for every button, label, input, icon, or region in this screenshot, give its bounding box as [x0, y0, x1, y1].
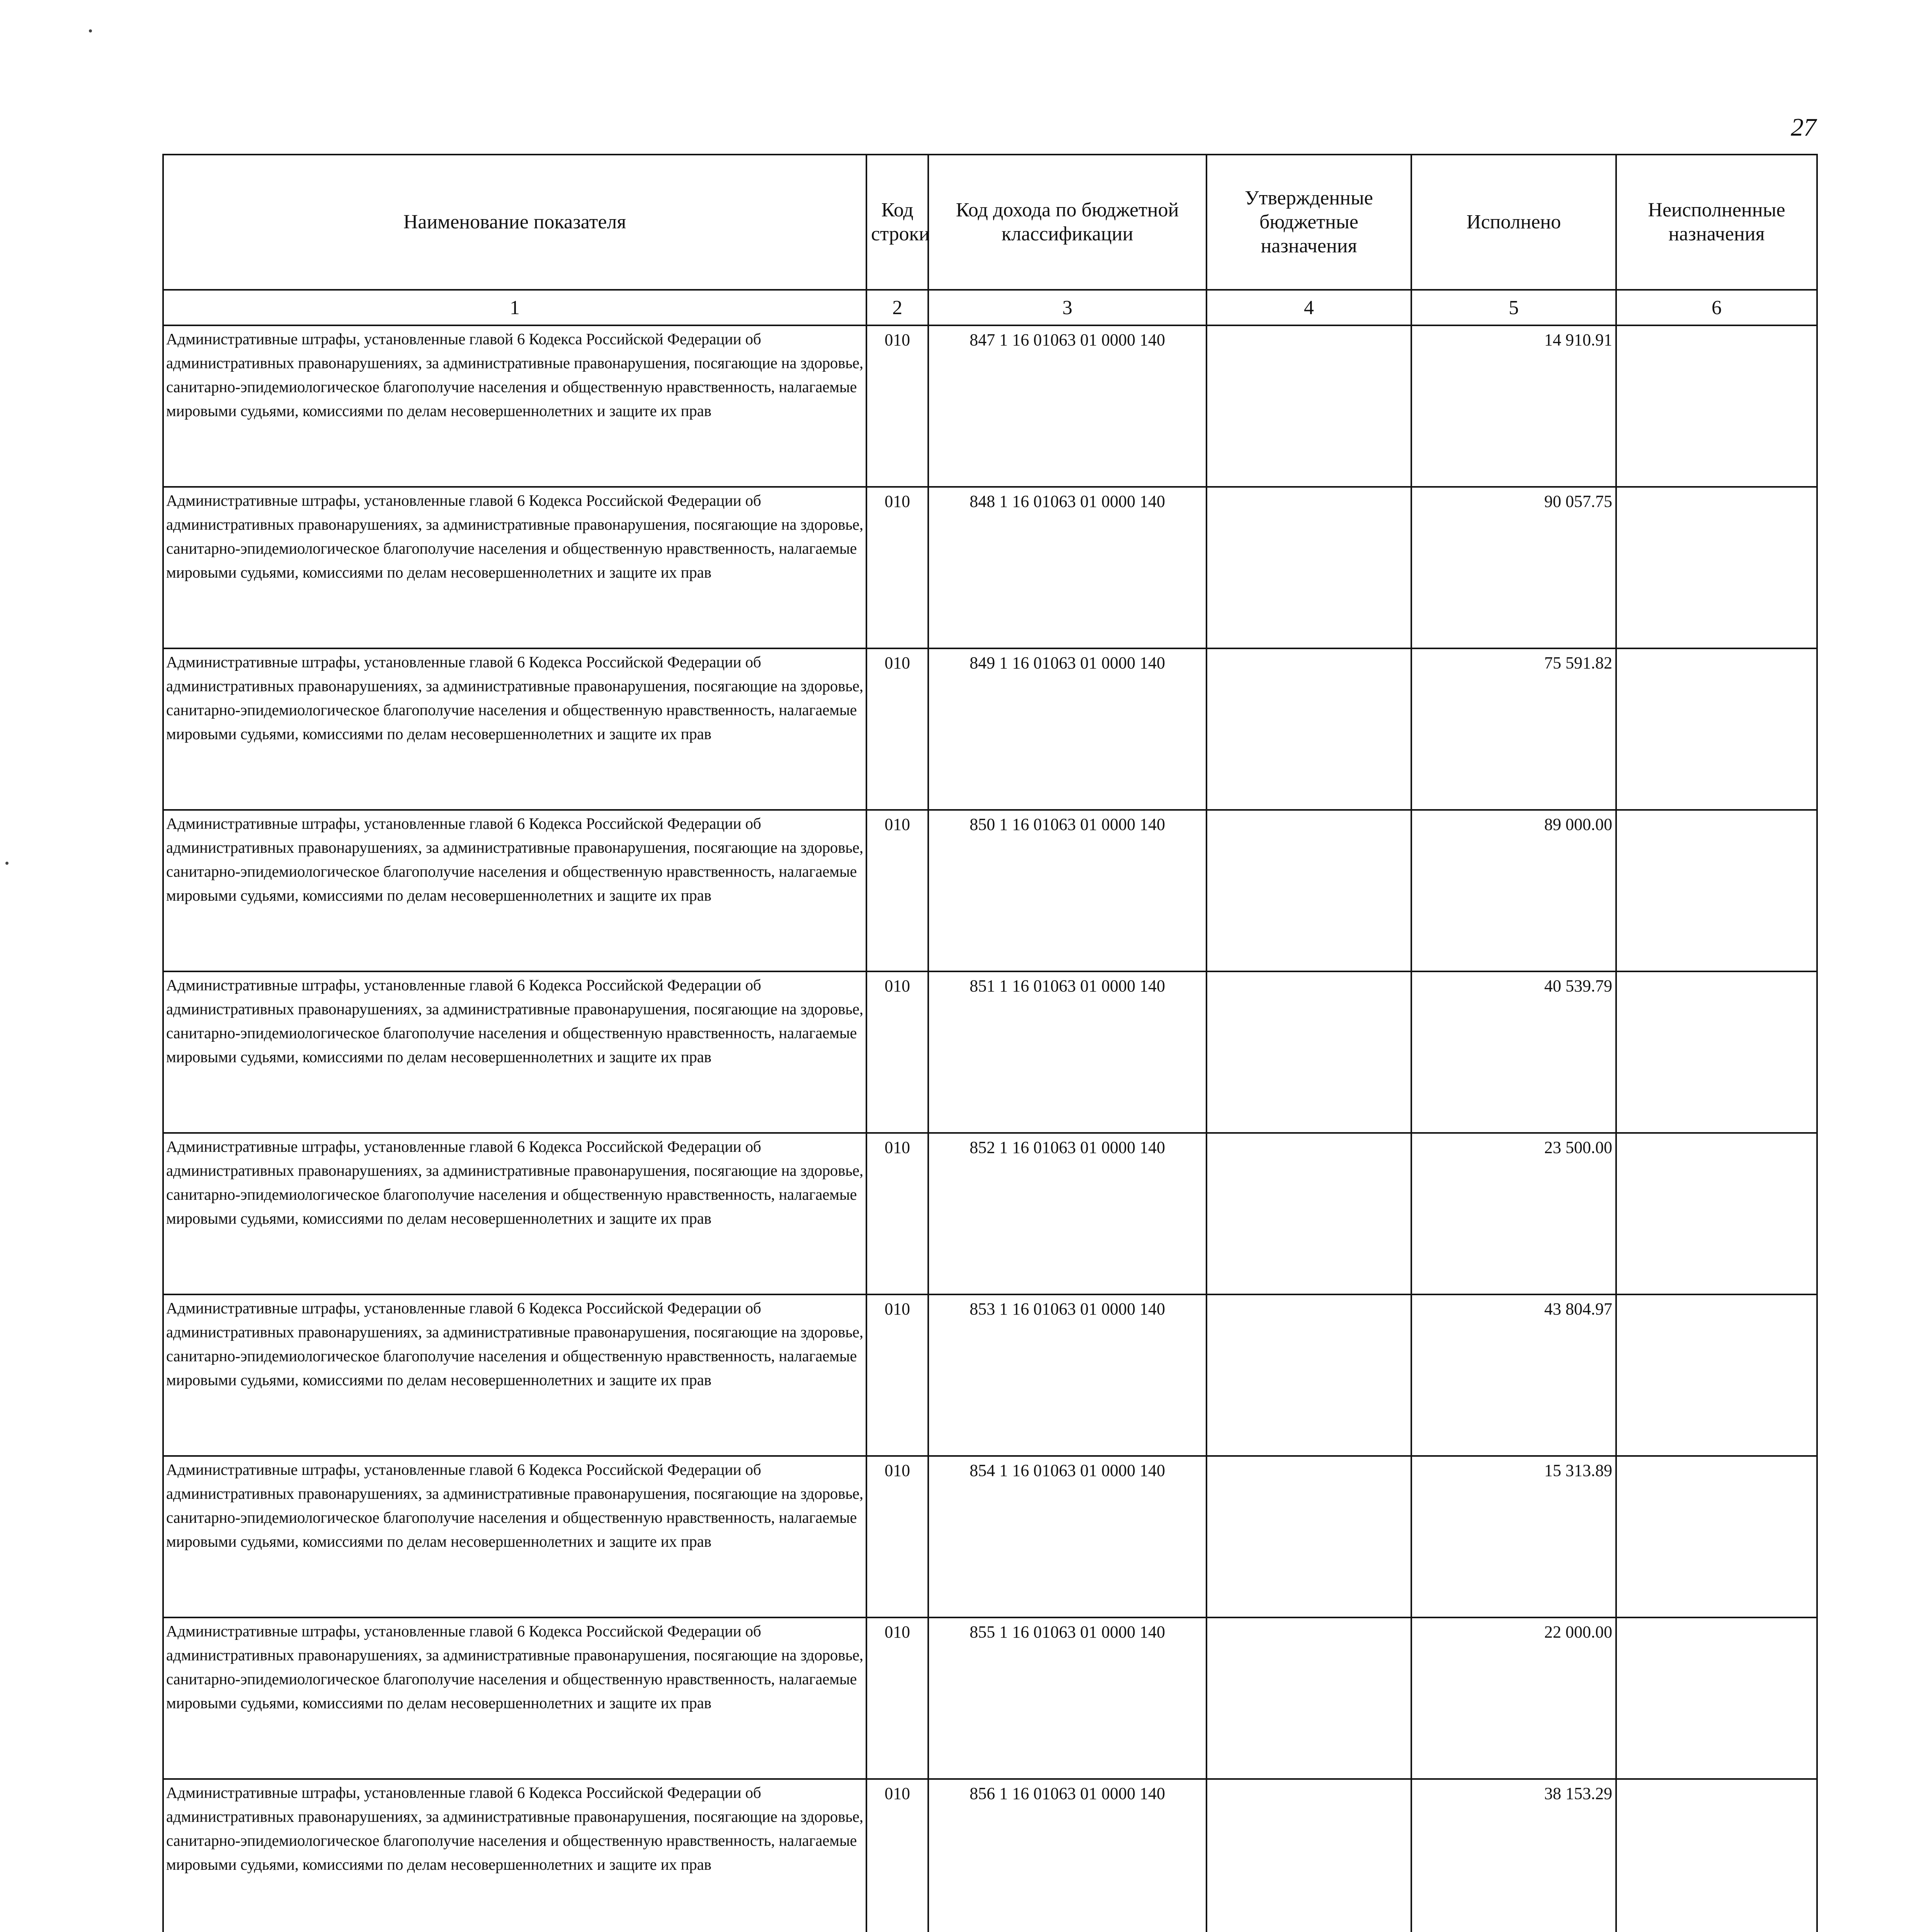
- unexecuted-amount: [1616, 648, 1817, 810]
- approved-amount: [1206, 487, 1411, 648]
- approved-amount: [1206, 648, 1411, 810]
- line-code: 010: [866, 1294, 928, 1456]
- table-header-row: [163, 155, 1817, 290]
- line-code: 010: [866, 648, 928, 810]
- unexecuted-amount: [1616, 971, 1817, 1133]
- income-code: 849 1 16 01063 01 0000 140: [928, 648, 1206, 810]
- header-name: Наименование показателя: [163, 155, 866, 290]
- column-number: 2: [866, 290, 928, 325]
- executed-amount: 40 539.79: [1411, 971, 1616, 1133]
- approved-amount: [1206, 810, 1411, 971]
- income-code: 853 1 16 01063 01 0000 140: [928, 1294, 1206, 1456]
- approved-amount: [1206, 1294, 1411, 1456]
- table-row: [163, 971, 1817, 1133]
- header-unexecuted: Неисполненные назначения: [1616, 155, 1817, 290]
- indicator-name: Административные штрафы, установленные главой 6 Кодекса Российской Федерации об административных правонарушениях, за административные правонарушения, посягающие на здоровье, санитарно-эпидемиологическое благополучие населения и общественную нравственность, налагаемые мировыми судьями, комиссиями по делам несовершеннолетних и защите их прав: [163, 487, 866, 648]
- line-code: 010: [866, 325, 928, 487]
- indicator-name: Административные штрафы, установленные главой 6 Кодекса Российской Федерации об административных правонарушениях, за административные правонарушения, посягающие на здоровье, санитарно-эпидемиологическое благополучие населения и общественную нравственность, налагаемые мировыми судьями, комиссиями по делам несовершеннолетних и защите их прав: [163, 325, 866, 487]
- income-code: 854 1 16 01063 01 0000 140: [928, 1456, 1206, 1617]
- income-code: 855 1 16 01063 01 0000 140: [928, 1617, 1206, 1779]
- indicator-name: Административные штрафы, установленные главой 6 Кодекса Российской Федерации об административных правонарушениях, за административные правонарушения, посягающие на здоровье, санитарно-эпидемиологическое благополучие населения и общественную нравственность, налагаемые мировыми судьями, комиссиями по делам несовершеннолетних и защите их прав: [163, 1456, 866, 1617]
- income-code: 850 1 16 01063 01 0000 140: [928, 810, 1206, 971]
- unexecuted-amount: [1616, 1133, 1817, 1294]
- scan-speck: [5, 862, 9, 865]
- income-code: 856 1 16 01063 01 0000 140: [928, 1779, 1206, 1932]
- table-row: [163, 1617, 1817, 1779]
- table-body: [163, 325, 1817, 1932]
- table-row: [163, 1779, 1817, 1932]
- approved-amount: [1206, 971, 1411, 1133]
- indicator-name: Административные штрафы, установленные главой 6 Кодекса Российской Федерации об административных правонарушениях, за административные правонарушения, посягающие на здоровье, санитарно-эпидемиологическое благополучие населения и общественную нравственность, налагаемые мировыми судьями, комиссиями по делам несовершеннолетних и защите их прав: [163, 1779, 866, 1932]
- indicator-name: Административные штрафы, установленные главой 6 Кодекса Российской Федерации об административных правонарушениях, за административные правонарушения, посягающие на здоровье, санитарно-эпидемиологическое благополучие населения и общественную нравственность, налагаемые мировыми судьями, комиссиями по делам несовершеннолетних и защите их прав: [163, 810, 866, 971]
- column-number: 3: [928, 290, 1206, 325]
- executed-amount: 38 153.29: [1411, 1779, 1616, 1932]
- executed-amount: 75 591.82: [1411, 648, 1616, 810]
- table-row: [163, 1456, 1817, 1617]
- column-number: 5: [1411, 290, 1616, 325]
- executed-amount: 14 910.91: [1411, 325, 1616, 487]
- header-income-code: Код дохода по бюджетной классификации: [928, 155, 1206, 290]
- executed-amount: 89 000.00: [1411, 810, 1616, 971]
- line-code: 010: [866, 1456, 928, 1617]
- approved-amount: [1206, 1133, 1411, 1294]
- header-executed: Исполнено: [1411, 155, 1616, 290]
- income-code: 848 1 16 01063 01 0000 140: [928, 487, 1206, 648]
- indicator-name: Административные штрафы, установленные главой 6 Кодекса Российской Федерации об административных правонарушениях, за административные правонарушения, посягающие на здоровье, санитарно-эпидемиологическое благополучие населения и общественную нравственность, налагаемые мировыми судьями, комиссиями по делам несовершеннолетних и защите их прав: [163, 1133, 866, 1294]
- page-number: 27: [1791, 113, 1816, 141]
- unexecuted-amount: [1616, 1617, 1817, 1779]
- table-row: [163, 487, 1817, 648]
- header-line-code: Код строки: [866, 155, 928, 290]
- column-number-row: [163, 290, 1817, 325]
- income-code: 847 1 16 01063 01 0000 140: [928, 325, 1206, 487]
- line-code: 010: [866, 1779, 928, 1932]
- table-row: [163, 648, 1817, 810]
- indicator-name: Административные штрафы, установленные главой 6 Кодекса Российской Федерации об административных правонарушениях, за административные правонарушения, посягающие на здоровье, санитарно-эпидемиологическое благополучие населения и общественную нравственность, налагаемые мировыми судьями, комиссиями по делам несовершеннолетних и защите их прав: [163, 971, 866, 1133]
- approved-amount: [1206, 1617, 1411, 1779]
- table-row: [163, 1133, 1817, 1294]
- unexecuted-amount: [1616, 487, 1817, 648]
- line-code: 010: [866, 810, 928, 971]
- unexecuted-amount: [1616, 1456, 1817, 1617]
- line-code: 010: [866, 1133, 928, 1294]
- column-number: 4: [1206, 290, 1411, 325]
- executed-amount: 43 804.97: [1411, 1294, 1616, 1456]
- approved-amount: [1206, 1779, 1411, 1932]
- table-row: [163, 325, 1817, 487]
- header-approved: Утвержденные бюджетные назначения: [1206, 155, 1411, 290]
- income-code: 851 1 16 01063 01 0000 140: [928, 971, 1206, 1133]
- table-row: [163, 1294, 1817, 1456]
- line-code: 010: [866, 1617, 928, 1779]
- line-code: 010: [866, 487, 928, 648]
- approved-amount: [1206, 1456, 1411, 1617]
- approved-amount: [1206, 325, 1411, 487]
- executed-amount: 23 500.00: [1411, 1133, 1616, 1294]
- column-number: 6: [1616, 290, 1817, 325]
- column-number: 1: [163, 290, 866, 325]
- indicator-name: Административные штрафы, установленные главой 6 Кодекса Российской Федерации об административных правонарушениях, за административные правонарушения, посягающие на здоровье, санитарно-эпидемиологическое благополучие населения и общественную нравственность, налагаемые мировыми судьями, комиссиями по делам несовершеннолетних и защите их прав: [163, 648, 866, 810]
- unexecuted-amount: [1616, 810, 1817, 971]
- executed-amount: 22 000.00: [1411, 1617, 1616, 1779]
- unexecuted-amount: [1616, 1294, 1817, 1456]
- unexecuted-amount: [1616, 325, 1817, 487]
- income-code: 852 1 16 01063 01 0000 140: [928, 1133, 1206, 1294]
- budget-execution-table: [162, 154, 1818, 1932]
- line-code: 010: [866, 971, 928, 1133]
- unexecuted-amount: [1616, 1779, 1817, 1932]
- scan-speck: [89, 29, 92, 32]
- indicator-name: Административные штрафы, установленные главой 6 Кодекса Российской Федерации об административных правонарушениях, за административные правонарушения, посягающие на здоровье, санитарно-эпидемиологическое благополучие населения и общественную нравственность, налагаемые мировыми судьями, комиссиями по делам несовершеннолетних и защите их прав: [163, 1294, 866, 1456]
- executed-amount: 15 313.89: [1411, 1456, 1616, 1617]
- executed-amount: 90 057.75: [1411, 487, 1616, 648]
- table-row: [163, 810, 1817, 971]
- indicator-name: Административные штрафы, установленные главой 6 Кодекса Российской Федерации об административных правонарушениях, за административные правонарушения, посягающие на здоровье, санитарно-эпидемиологическое благополучие населения и общественную нравственность, налагаемые мировыми судьями, комиссиями по делам несовершеннолетних и защите их прав: [163, 1617, 866, 1779]
